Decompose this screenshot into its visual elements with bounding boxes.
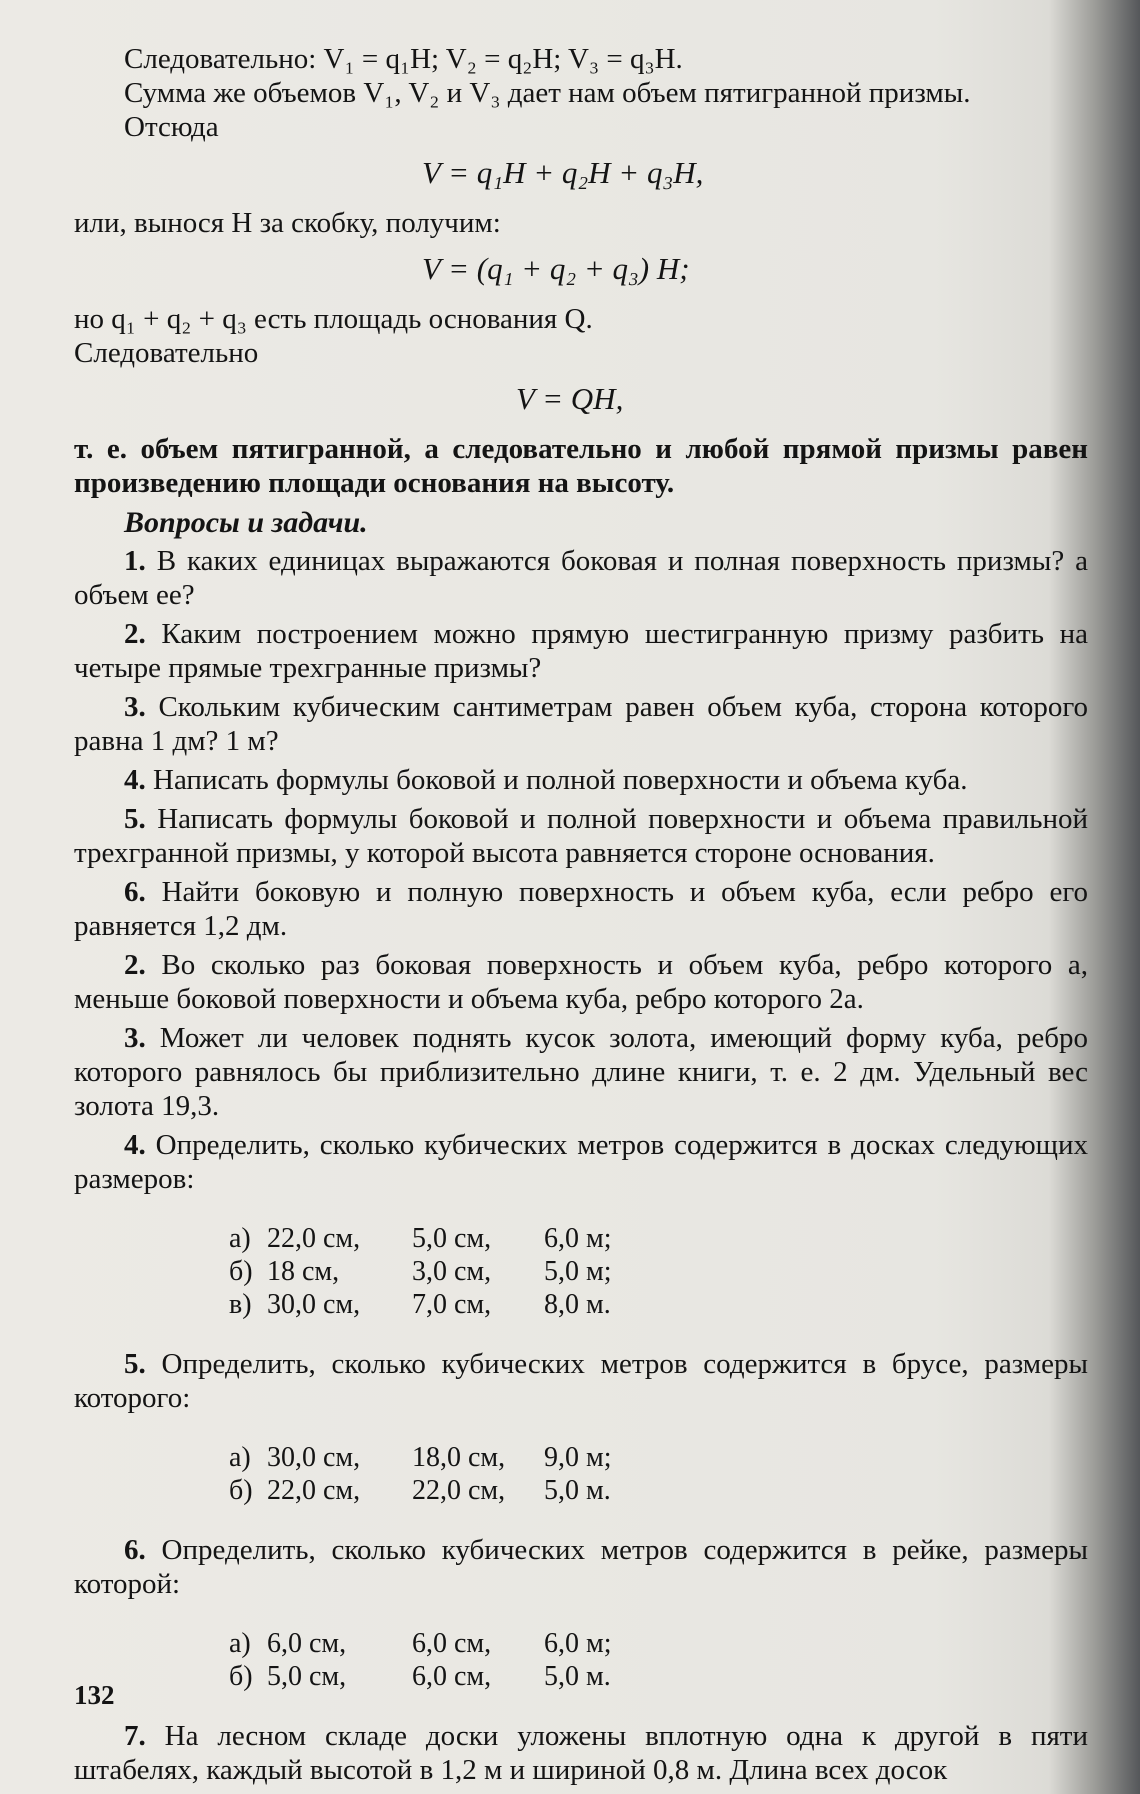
sizes-cell: 5,0 см, — [267, 1661, 347, 1692]
sizes-row — [229, 1441, 1088, 1474]
sizes-cell: 8,0 м. — [544, 1289, 611, 1320]
sizes-cell: 6,0 см, — [267, 1628, 347, 1659]
sizes-cell: 6,0 м; — [544, 1628, 612, 1659]
sizes-cell: 18,0 см, — [412, 1442, 506, 1473]
question-item — [74, 690, 1088, 758]
task-item — [74, 1128, 1088, 1196]
sizes-cell: 30,0 см, — [267, 1442, 361, 1473]
question-number: 5. — [124, 803, 146, 835]
section-heading: Вопросы и задачи. — [124, 506, 368, 539]
sizes-cell: 6,0 м; — [544, 1223, 612, 1254]
sizes-cell: а) — [229, 1223, 251, 1254]
question-text: В каких единицах выражаются боковая и полная поверхность призмы? а объем ее? — [74, 545, 1088, 611]
sizes-table-task6 — [229, 1627, 1088, 1693]
text-line: Следовательно: V₁ = q₁H; V₂ = q₂H; V₃ = q₃H. — [124, 43, 683, 75]
sizes-cell: 30,0 см, — [267, 1289, 361, 1320]
sizes-table-task4 — [229, 1222, 1088, 1321]
question-item — [74, 802, 1088, 870]
sizes-cell: 6,0 см, — [412, 1661, 492, 1692]
sizes-cell: 22,0 см, — [267, 1475, 361, 1506]
sizes-cell: 22,0 см, — [267, 1223, 361, 1254]
text-line: но q₁ + q₂ + q₃ есть площадь основания Q. — [74, 303, 593, 335]
sizes-cell: 18 см, — [267, 1256, 340, 1287]
question-number: 2. — [124, 618, 146, 650]
task-item — [74, 1021, 1088, 1123]
sizes-row — [229, 1627, 1088, 1660]
sizes-row — [229, 1255, 1088, 1288]
sizes-cell: 22,0 см, — [412, 1475, 506, 1506]
question-text: Написать формулы боковой и полной поверхности и объема правильной трехгранной призмы, у которой высота равняется стороне основания. — [74, 803, 1088, 869]
task-text: Может ли человек поднять кусок золота, имеющий форму куба, ребро которого равнялось бы приблизительно длине книги, т. е. 2 дм. Удельный вес золота 19,3. — [74, 1022, 1089, 1122]
question-number: 6. — [124, 876, 146, 908]
sizes-cell: б) — [229, 1475, 253, 1506]
formula-sum: V = q₁H + q₂H + q₃H, — [422, 155, 704, 190]
sizes-cell: 5,0 см, — [412, 1223, 492, 1254]
sizes-cell: б) — [229, 1256, 253, 1287]
task-text: Определить, сколько кубических метров содержится в досках следующих размеров: — [74, 1129, 1089, 1195]
text-line: или, вынося H за скобку, получим: — [74, 207, 501, 239]
question-number: 1. — [124, 545, 146, 577]
task-number: 5. — [124, 1348, 146, 1380]
task-item — [74, 948, 1088, 1016]
question-text: Написать формулы боковой и полной поверхности и объема куба. — [153, 764, 968, 796]
text-line: Следовательно — [74, 337, 259, 369]
sizes-row — [229, 1222, 1088, 1255]
page-number: 132 — [74, 1680, 115, 1710]
question-item — [74, 875, 1088, 943]
task-text: Определить, сколько кубических метров содержится в рейке, размеры которой: — [74, 1534, 1089, 1600]
question-number: 3. — [124, 691, 146, 723]
sizes-cell: 5,0 м; — [544, 1256, 612, 1287]
question-item — [74, 617, 1088, 685]
page-content — [74, 42, 1088, 1792]
question-text: Каким построением можно прямую шестигранную призму разбить на четыре прямые трехгранные призмы? — [74, 618, 1088, 684]
task-number: 4. — [124, 1129, 146, 1161]
task-number: 6. — [124, 1534, 146, 1566]
sizes-cell: в) — [229, 1289, 252, 1320]
sizes-cell: 5,0 м. — [544, 1475, 611, 1506]
tasks-list — [74, 948, 1088, 1787]
conclusion-paragraph: т. е. объем пятигранной, а следовательно и любой прямой призмы равен произведению площади основания на высоту. — [74, 433, 1088, 499]
task-text: На лесном складе доски уложены вплотную одна к другой в пяти штабелях, каждый высотой в 1,2 м и шириной 0,8 м. Длина всех досок — [74, 1720, 1088, 1786]
sizes-table-task5 — [229, 1441, 1088, 1507]
sizes-cell: 5,0 м. — [544, 1661, 611, 1692]
task-number: 3. — [124, 1022, 146, 1054]
task-item — [74, 1719, 1088, 1787]
sizes-cell: б) — [229, 1661, 253, 1692]
sizes-row — [229, 1474, 1088, 1507]
sizes-cell: а) — [229, 1442, 251, 1473]
task-text: Определить, сколько кубических метров содержится в брусе, размеры которого: — [74, 1348, 1088, 1414]
sizes-cell: а) — [229, 1628, 251, 1659]
sizes-cell: 3,0 см, — [412, 1256, 492, 1287]
sizes-row — [229, 1660, 1088, 1693]
task-item — [74, 1533, 1088, 1601]
question-item — [74, 763, 1088, 797]
questions-list — [74, 544, 1088, 943]
sizes-cell: 6,0 см, — [412, 1628, 492, 1659]
task-number: 2. — [124, 949, 146, 981]
text-paragraph: Сумма же объемов V₁, V₂ и V₃ дает нам объем пятигранной призмы. — [124, 77, 971, 109]
question-text: Найти боковую и полную поверхность и объем куба, если ребро его равняется 1,2 дм. — [74, 876, 1089, 942]
question-text: Скольким кубическим сантиметрам равен объем куба, сторона которого равна 1 дм? 1 м? — [74, 691, 1089, 757]
question-item — [74, 544, 1088, 612]
task-item — [74, 1347, 1088, 1415]
sizes-row — [229, 1288, 1088, 1321]
task-number: 7. — [124, 1720, 146, 1752]
task-text: Во сколько раз боковая поверхность и объем куба, ребро которого a, меньше боковой поверхности и объема куба, ребро которого 2a. — [74, 949, 1088, 1015]
sizes-cell: 7,0 см, — [412, 1289, 492, 1320]
formula-factored: V = (q₁ + q₂ + q₃) H; — [422, 251, 690, 286]
question-number: 4. — [124, 764, 146, 796]
sizes-cell: 9,0 м; — [544, 1442, 612, 1473]
formula-volume: V = QH, — [516, 381, 624, 416]
text-line: Отсюда — [124, 111, 219, 143]
